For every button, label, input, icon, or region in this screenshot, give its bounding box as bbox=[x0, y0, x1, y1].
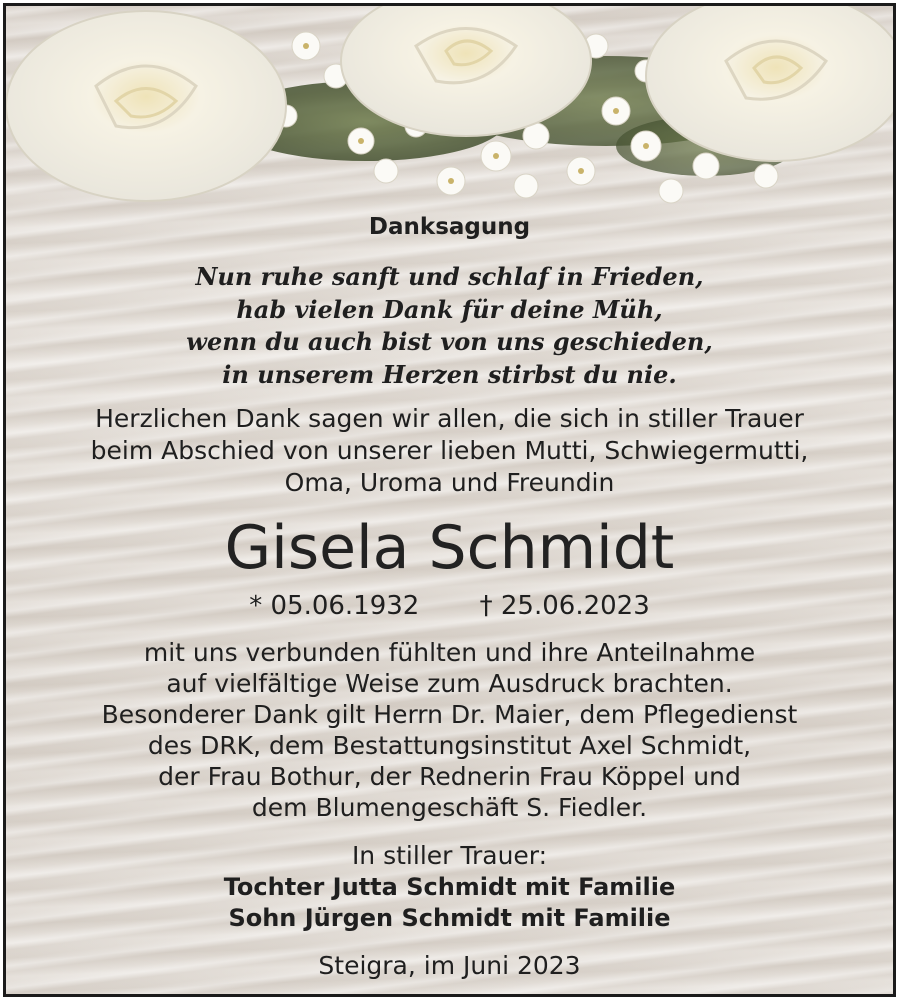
intro-line: beim Abschied von unserer lieben Mutti, Schwiegermutti, bbox=[90, 436, 809, 465]
signatories bbox=[6, 872, 893, 934]
signatory: Tochter Jutta Schmidt mit Familie bbox=[223, 873, 676, 901]
mourning-lead: In stiller Trauer: bbox=[351, 841, 548, 870]
obituary-card bbox=[3, 3, 896, 997]
death-date: † 25.06.2023 bbox=[479, 591, 650, 621]
thanks-text bbox=[6, 637, 893, 823]
thanks-line: Besonderer Dank gilt Herrn Dr. Maier, dem Pflegedienst bbox=[101, 700, 798, 729]
white-roses-image bbox=[6, 6, 893, 226]
poem-line: in unserem Herzen stirbst du nie. bbox=[222, 359, 677, 389]
intro-line: Oma, Uroma und Freundin bbox=[284, 468, 615, 497]
birth-date: * 05.06.1932 bbox=[249, 591, 420, 621]
poem bbox=[6, 261, 893, 391]
place-date: Steigra, im Juni 2023 bbox=[318, 951, 581, 980]
poem-line: Nun ruhe sanft und schlaf in Frieden, bbox=[195, 262, 704, 291]
thanks-line: der Frau Bothur, der Rednerin Frau Köppel und bbox=[158, 762, 741, 791]
thanks-line: mit uns verbunden fühlten und ihre Anteilnahme bbox=[143, 638, 756, 667]
poem-line: wenn du auch bist von uns geschieden, bbox=[186, 327, 713, 356]
deceased-name: Gisela Schmidt bbox=[224, 513, 675, 583]
heading: Danksagung bbox=[368, 214, 531, 240]
life-dates bbox=[6, 589, 893, 623]
thanks-line: dem Blumengeschäft S. Fiedler. bbox=[251, 793, 648, 822]
intro-line: Herzlichen Dank sagen wir allen, die sich in stiller Trauer bbox=[95, 404, 804, 433]
intro-text bbox=[6, 403, 893, 499]
signatory: Sohn Jürgen Schmidt mit Familie bbox=[228, 904, 671, 932]
thanks-line: des DRK, dem Bestattungsinstitut Axel Schmidt, bbox=[147, 731, 752, 760]
poem-line: hab vielen Dank für deine Müh, bbox=[236, 294, 663, 324]
thanks-line: auf vielfältige Weise zum Ausdruck brachten. bbox=[166, 669, 733, 698]
